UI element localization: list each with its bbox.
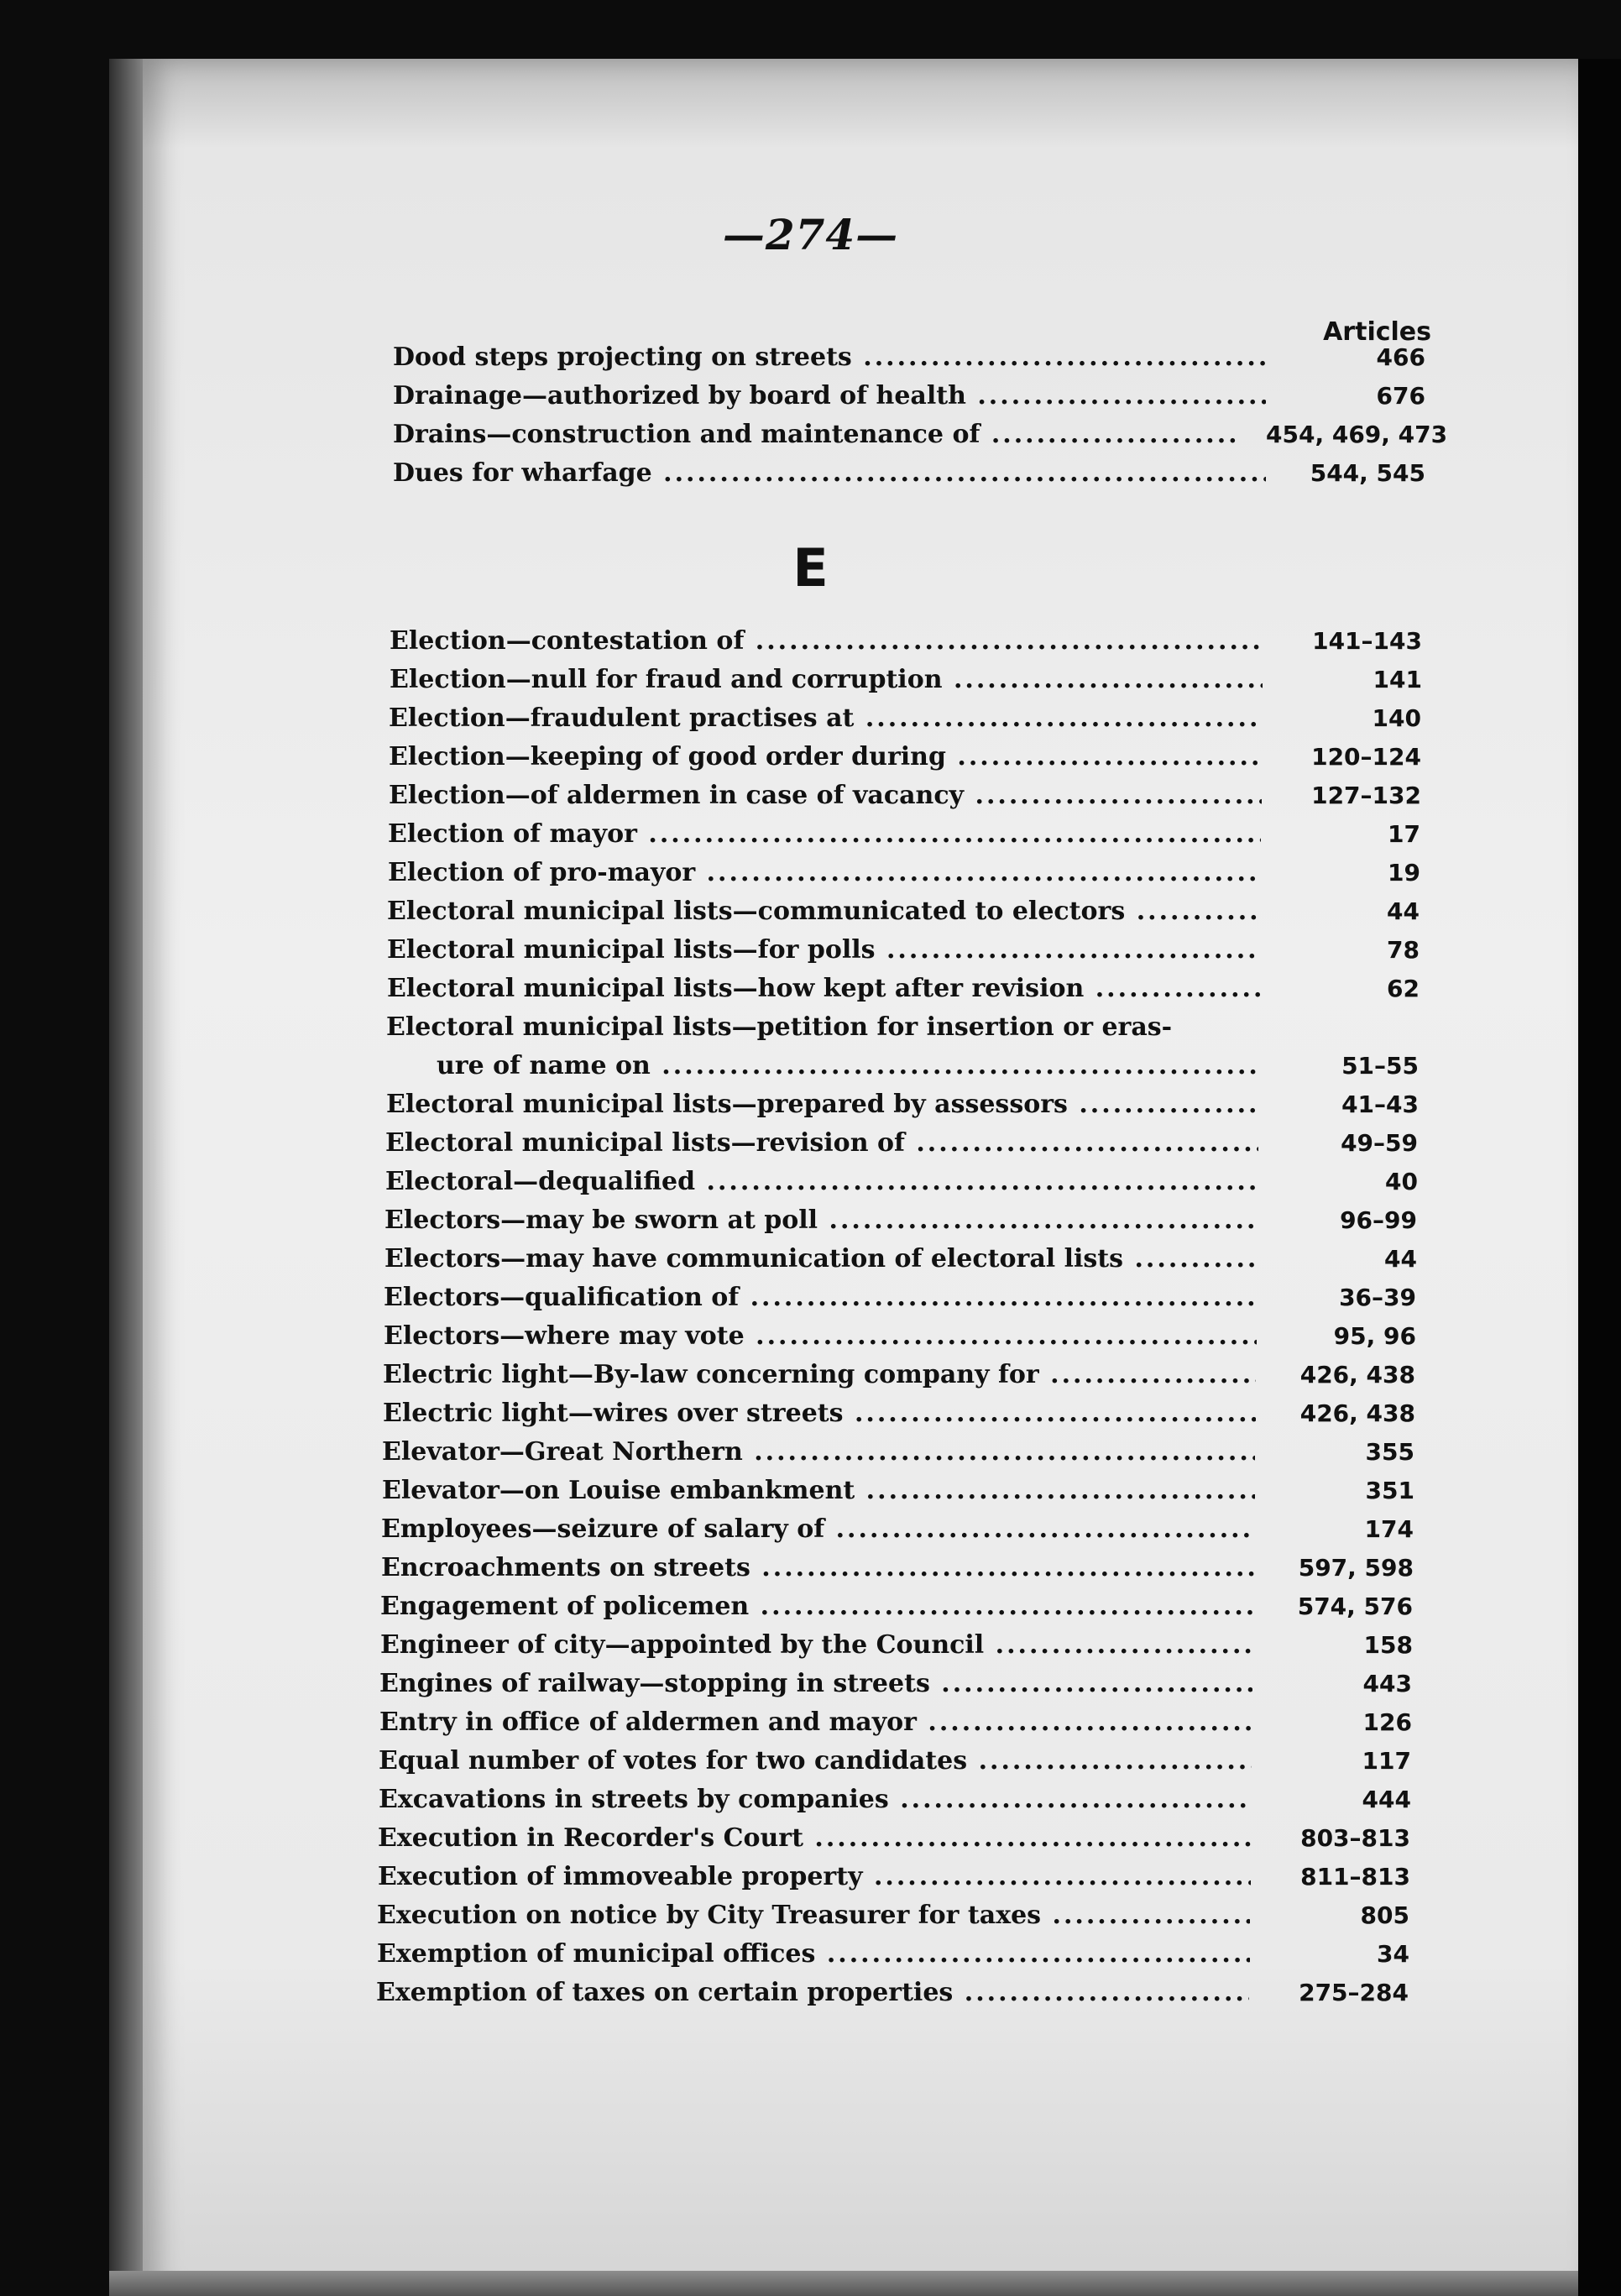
entry-articles: 544, 545 [1310, 459, 1425, 487]
entry-articles: 805 [1360, 1901, 1409, 1929]
entry-subject: Electoral municipal lists—prepared by assessors ..... [386, 1090, 1259, 1120]
entry-articles: 444 [1362, 1786, 1411, 1813]
entry-subject: Electoral municipal lists—communicated to electors ..... [387, 897, 1260, 927]
entry-articles: 351 [1365, 1477, 1414, 1504]
entry-articles: 49–59 [1341, 1129, 1418, 1157]
entry-articles: 275–284 [1299, 1979, 1409, 2006]
entry-articles: 44 [1384, 1245, 1417, 1273]
entry-articles: 17 [1388, 820, 1420, 848]
entry-articles: 574, 576 [1297, 1593, 1413, 1620]
entry-subject: Elevator—Great Northern ..... [382, 1437, 1255, 1467]
entry-articles: 443 [1362, 1670, 1412, 1697]
entry-subject: Election of pro-mayor ..... [388, 858, 1261, 888]
entry-subject: Excavations in streets by companies ..... [379, 1785, 1252, 1815]
entry-subject: Execution on notice by City Treasurer for taxes ..... [377, 1901, 1250, 1931]
entry-articles: 676 [1376, 382, 1425, 410]
entry-articles: 34 [1377, 1940, 1409, 1968]
entry-subject: Election—keeping of good order during ..... [389, 742, 1262, 772]
entry-subject: Electors—where may vote ..... [384, 1321, 1257, 1352]
entry-subject: ure of name on ..... [386, 1051, 1259, 1081]
entry-articles: 466 [1376, 343, 1425, 371]
entry-subject: Equal number of votes for two candidates ..... [379, 1746, 1252, 1776]
entry-subject: Exemption of municipal offices ..... [377, 1939, 1250, 1969]
entry-subject: Electors—qualification of ..... [384, 1283, 1257, 1313]
entry-subject: Electric light—By-law concerning company for ..... [383, 1360, 1256, 1390]
entry-subject: Execution in Recorder's Court ..... [378, 1823, 1251, 1854]
entry-subject: Electoral municipal lists—how kept after revision ..... [387, 974, 1260, 1004]
entry-articles: 141–143 [1312, 627, 1422, 655]
entry-subject: Election of mayor ..... [388, 819, 1261, 850]
entry-articles: 174 [1364, 1515, 1414, 1543]
entry-subject: Engagement of policemen ..... [380, 1592, 1253, 1622]
articles-column-header: Articles [1323, 317, 1431, 347]
entry-articles: 51–55 [1341, 1052, 1419, 1080]
entry-subject: Employees—seizure of salary of ..... [381, 1514, 1254, 1545]
entry-articles: 803–813 [1300, 1824, 1410, 1852]
entry-subject: Election—null for fraud and corruption ..... [390, 665, 1263, 695]
entry-subject: Electric light—wires over streets ..... [383, 1399, 1256, 1429]
entry-articles: 120–124 [1311, 743, 1421, 771]
entry-articles: 41–43 [1341, 1090, 1419, 1118]
entry-subject: Electoral—dequalified ..... [385, 1167, 1258, 1197]
entry-subject: Electors—may be sworn at poll ..... [384, 1206, 1258, 1236]
entry-subject: Engines of railway—stopping in streets ..... [379, 1669, 1252, 1699]
entry-articles: 127–132 [1311, 782, 1421, 809]
entry-articles: 597, 598 [1298, 1554, 1414, 1582]
entry-subject: Engineer of city—appointed by the Council ..... [380, 1630, 1253, 1661]
section-letter-heading: E [792, 537, 829, 599]
entry-articles: 96–99 [1340, 1206, 1417, 1234]
entry-subject: Elevator—on Louise embankment ..... [382, 1476, 1255, 1506]
entry-subject: Drains—construction and maintenance of ..... [393, 420, 1241, 450]
entry-articles: 62 [1387, 975, 1420, 1002]
entry-articles: 117 [1362, 1747, 1411, 1775]
entry-subject: Election—contestation of ..... [390, 626, 1263, 656]
entry-articles: 19 [1388, 859, 1420, 886]
page-number: —274— [722, 210, 899, 259]
entry-articles: 811–813 [1300, 1863, 1410, 1891]
entry-articles: 40 [1385, 1168, 1418, 1195]
entry-subject: Election—fraudulent practises at ..... [389, 703, 1262, 734]
entry-subject: Electoral municipal lists—revision of ..... [385, 1128, 1258, 1158]
entry-subject: Electoral municipal lists—for polls ..... [387, 935, 1260, 965]
entry-articles: 126 [1362, 1708, 1412, 1736]
entry-articles: 140 [1372, 704, 1421, 732]
entry-subject: Execution of immoveable property ..... [378, 1862, 1251, 1892]
entry-subject: Dues for wharfage ..... [393, 458, 1266, 489]
entry-subject: Dood steps projecting on streets ..... [393, 343, 1266, 373]
entry-subject: Electors—may have communication of electoral lists ..... [384, 1244, 1258, 1274]
entry-articles: 36–39 [1339, 1284, 1416, 1311]
entry-subject: Encroachments on streets ..... [381, 1553, 1254, 1583]
entry-articles: 355 [1365, 1438, 1414, 1466]
entry-subject: Election—of aldermen in case of vacancy ..... [389, 781, 1262, 811]
entry-subject: Drainage—authorized by board of health ..... [393, 381, 1266, 411]
entry-articles: 95, 96 [1333, 1322, 1416, 1350]
entry-subject: Electoral municipal lists—petition for insertion or eras- [386, 1012, 1173, 1042]
entry-articles: 141 [1373, 666, 1422, 693]
entry-articles: 78 [1387, 936, 1420, 964]
entry-subject: Entry in office of aldermen and mayor ..... [379, 1708, 1252, 1738]
entry-articles: 44 [1387, 897, 1420, 925]
entry-articles: 454, 469, 473 [1266, 421, 1448, 448]
entry-articles: 426, 438 [1299, 1399, 1415, 1427]
entry-articles: 426, 438 [1299, 1361, 1415, 1389]
entry-subject: Exemption of taxes on certain properties ..... [376, 1978, 1249, 2008]
entry-articles: 158 [1363, 1631, 1413, 1659]
